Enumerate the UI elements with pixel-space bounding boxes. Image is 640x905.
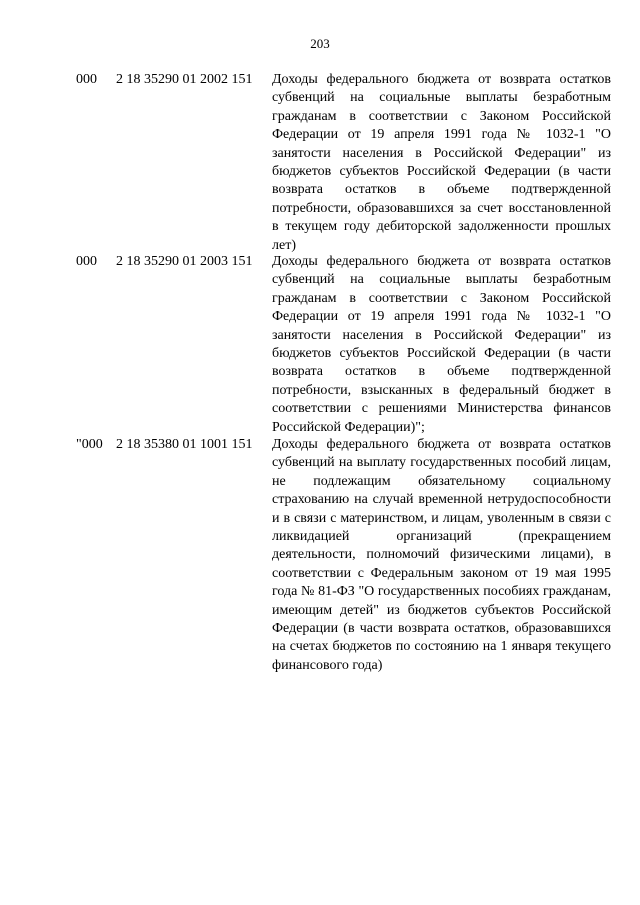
budget-classification-code: 2 18 35290 01 2003 151 <box>116 254 253 269</box>
budget-classification-code: 2 18 35380 01 1001 151 <box>116 437 253 452</box>
administrator-code: 000 <box>76 72 97 87</box>
revenue-description: Доходы федерального бюджета от возврата остатков субвенций на выплату государственных пособий лицам, не подлежащим обязательному социальному страхованию на случай временной нетрудоспособности и в связи с материнством, и лицам, уволенным в связи с ликвидацией организаций (прекращением деятельности, полномочий физическими лицами), в соответствии с Федеральным законом от 19 мая 1995 года № 81-ФЗ "О государственных пособиях гражданам, имеющим детей" из бюджетов субъектов Российской Федерации (в части возврата остатков, образовавшихся на счетах бюджетов по состоянию на 1 января текущего финансового года) <box>272 437 611 673</box>
administrator-code: 000 <box>76 254 97 269</box>
revenue-description: Доходы федерального бюджета от возврата остатков субвенций на социальные выплаты безработным гражданам в соответствии с Законом Российской Федерации от 19 апреля 1991 года № 1032-1 "О занятости населения в Российской Федерации" из бюджетов субъектов Российской Федерации (в части возврата остатков в объеме подтвержденной потребности, взысканных в федеральный бюджет в соответствии с решениями Министерства финансов Российской Федерации)"; <box>272 254 611 435</box>
budget-classification-code: 2 18 35290 01 2002 151 <box>116 72 253 87</box>
administrator-code: "000 <box>76 437 103 452</box>
page-number: 203 <box>310 36 330 51</box>
revenue-description: Доходы федерального бюджета от возврата остатков субвенций на социальные выплаты безработным гражданам в соответствии с Законом Российской Федерации от 19 апреля 1991 года № 1032-1 "О занятости населения в Российской Федерации" из бюджетов субъектов Российской Федерации (в части возврата остатков в объеме подтвержденной потребности, образовавшихся за счет восстановленной в текущем году дебиторской задолженности прошлых лет) <box>272 72 611 253</box>
